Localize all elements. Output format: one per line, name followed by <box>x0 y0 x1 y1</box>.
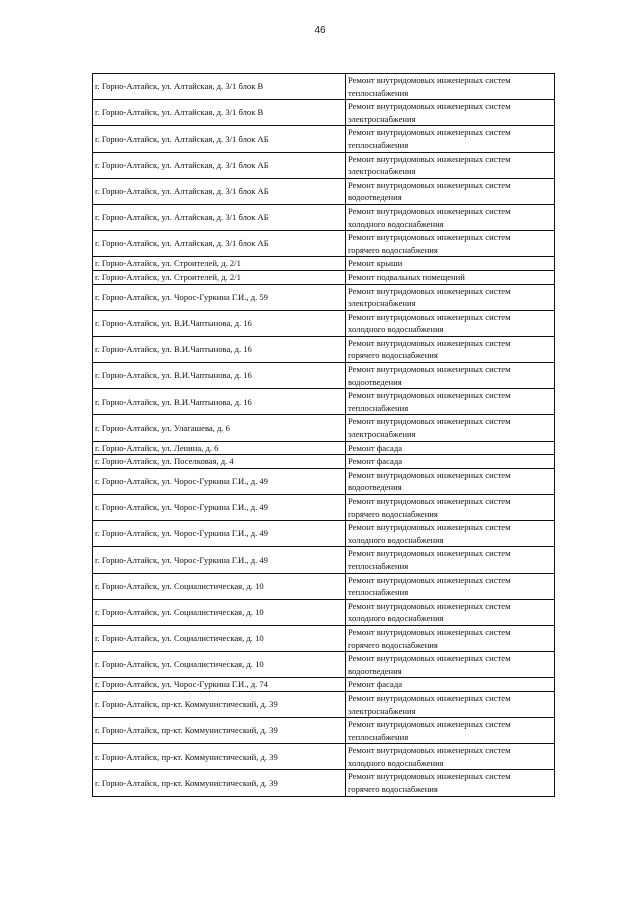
work-type-cell <box>346 415 555 441</box>
table-row <box>93 441 555 455</box>
address-cell: г. Горно-Алтайск, ул. Алтайская, д. 3/1 блок АБ <box>93 231 346 257</box>
work-type-line: Ремонт внутридомовых инженерных систем <box>348 311 511 322</box>
work-type-cell <box>346 521 555 547</box>
work-type-line: Ремонт фасада <box>348 442 403 453</box>
work-type-line: холодного водоснабжения <box>348 218 444 229</box>
table-row <box>93 363 555 389</box>
address-cell: г. Горно-Алтайск, ул. Чорос-Гуркина Г.И., д. 49 <box>93 547 346 573</box>
work-type-line: Ремонт внутридомовых инженерных систем <box>348 390 511 401</box>
work-type-line: Ремонт внутридомовых инженерных систем <box>348 548 511 559</box>
address-cell: г. Горно-Алтайск, ул. Социалистическая, д. 10 <box>93 625 346 651</box>
work-type-line: горячего водоснабжения <box>348 244 438 255</box>
table-row <box>93 204 555 230</box>
work-type-cell <box>346 652 555 678</box>
address-cell: г. Горно-Алтайск, ул. Чорос-Гуркина Г.И., д. 74 <box>93 678 346 692</box>
work-type-cell <box>346 74 555 100</box>
work-type-line: горячего водоснабжения <box>348 784 438 795</box>
work-type-line: Ремонт внутридомовых инженерных систем <box>348 771 511 782</box>
table-row <box>93 744 555 770</box>
work-type-line: Ремонт внутридомовых инженерных систем <box>348 364 511 375</box>
work-type-line: электроснабжения <box>348 298 416 309</box>
table-row <box>93 770 555 796</box>
work-type-line: Ремонт внутридомовых инженерных систем <box>348 285 511 296</box>
table-row <box>93 178 555 204</box>
work-type-cell <box>346 126 555 152</box>
work-type-line: теплоснабжения <box>348 560 409 571</box>
work-type-cell <box>346 100 555 126</box>
work-type-line: Ремонт внутридомовых инженерных систем <box>348 337 511 348</box>
address-cell: г. Горно-Алтайск, ул. Чорос-Гуркина Г.И., д. 49 <box>93 521 346 547</box>
work-type-line: теплоснабжения <box>348 87 409 98</box>
work-type-line: Ремонт фасада <box>348 679 403 690</box>
work-type-cell <box>346 363 555 389</box>
address-cell: г. Горно-Алтайск, ул. Поселковая, д. 4 <box>93 455 346 469</box>
work-type-cell <box>346 336 555 362</box>
table-row <box>93 691 555 717</box>
work-type-cell <box>346 770 555 796</box>
work-type-line: теплоснабжения <box>348 139 409 150</box>
table-row <box>93 718 555 744</box>
work-type-line: водоотведения <box>348 376 402 387</box>
address-cell: г. Горно-Алтайск, ул. Строителей, д. 2/1 <box>93 257 346 271</box>
table-row <box>93 678 555 692</box>
work-type-line: Ремонт внутридомовых инженерных систем <box>348 232 511 243</box>
work-type-cell <box>346 389 555 415</box>
table-row <box>93 468 555 494</box>
work-type-line: Ремонт фасада <box>348 456 403 467</box>
address-cell: г. Горно-Алтайск, ул. Социалистическая, д. 10 <box>93 599 346 625</box>
work-type-line: Ремонт внутридомовых инженерных систем <box>348 127 511 138</box>
work-type-cell <box>346 152 555 178</box>
work-type-line: холодного водоснабжения <box>348 534 444 545</box>
work-type-line: Ремонт внутридомовых инженерных систем <box>348 101 511 112</box>
work-type-line: Ремонт внутридомовых инженерных систем <box>348 745 511 756</box>
table-row <box>93 270 555 284</box>
work-type-cell <box>346 441 555 455</box>
address-cell: г. Горно-Алтайск, ул. Чорос-Гуркина Г.И., д. 49 <box>93 495 346 521</box>
table-row <box>93 152 555 178</box>
work-type-cell <box>346 547 555 573</box>
table-row <box>93 126 555 152</box>
work-type-line: Ремонт внутридомовых инженерных систем <box>348 692 511 703</box>
address-cell: г. Горно-Алтайск, ул. Алтайская, д. 3/1 блок В <box>93 74 346 100</box>
work-type-cell <box>346 455 555 469</box>
work-type-cell <box>346 231 555 257</box>
table-row <box>93 652 555 678</box>
work-type-cell <box>346 468 555 494</box>
work-type-line: электроснабжения <box>348 166 416 177</box>
work-type-line: Ремонт внутридомовых инженерных систем <box>348 205 511 216</box>
work-type-line: горячего водоснабжения <box>348 508 438 519</box>
address-cell: г. Горно-Алтайск, ул. В.И.Чаптынова, д. 16 <box>93 389 346 415</box>
work-type-line: холодного водоснабжения <box>348 757 444 768</box>
table-row <box>93 625 555 651</box>
work-type-line: Ремонт внутридомовых инженерных систем <box>348 75 511 85</box>
work-type-line: Ремонт внутридомовых инженерных систем <box>348 719 511 730</box>
work-type-cell <box>346 495 555 521</box>
work-type-cell <box>346 270 555 284</box>
table-row <box>93 547 555 573</box>
work-type-line: горячего водоснабжения <box>348 350 438 361</box>
work-type-cell <box>346 625 555 651</box>
work-type-cell <box>346 257 555 271</box>
page-number: 46 <box>314 25 326 36</box>
address-cell: г. Горно-Алтайск, ул. Алтайская, д. 3/1 блок АБ <box>93 178 346 204</box>
table-row <box>93 521 555 547</box>
table-row <box>93 389 555 415</box>
work-type-cell <box>346 284 555 310</box>
work-type-cell <box>346 310 555 336</box>
work-type-line: холодного водоснабжения <box>348 324 444 335</box>
work-type-cell <box>346 744 555 770</box>
table-row <box>93 310 555 336</box>
address-cell: г. Горно-Алтайск, ул. Ленина, д. 6 <box>93 441 346 455</box>
work-type-line: горячего водоснабжения <box>348 639 438 650</box>
work-type-line: водоотведения <box>348 192 402 203</box>
work-type-line: теплоснабжения <box>348 587 409 598</box>
work-type-cell <box>346 691 555 717</box>
address-cell: г. Горно-Алтайск, пр-кт. Коммунистический, д. 39 <box>93 744 346 770</box>
work-type-line: Ремонт подвальных помещений <box>348 271 465 282</box>
work-type-line: Ремонт внутридомовых инженерных систем <box>348 653 511 664</box>
work-type-line: Ремонт внутридомовых инженерных систем <box>348 522 511 533</box>
work-type-cell <box>346 599 555 625</box>
work-type-cell <box>346 678 555 692</box>
address-cell: г. Горно-Алтайск, ул. В.И.Чаптынова, д. 16 <box>93 310 346 336</box>
work-type-line: холодного водоснабжения <box>348 613 444 624</box>
work-type-cell <box>346 178 555 204</box>
address-cell: г. Горно-Алтайск, ул. Социалистическая, д. 10 <box>93 573 346 599</box>
work-type-line: Ремонт внутридомовых инженерных систем <box>348 574 511 585</box>
work-type-line: Ремонт внутридомовых инженерных систем <box>348 600 511 611</box>
work-type-cell <box>346 718 555 744</box>
table-row <box>93 573 555 599</box>
work-type-line: Ремонт внутридомовых инженерных систем <box>348 153 511 164</box>
table-row <box>93 284 555 310</box>
address-cell: г. Горно-Алтайск, ул. Алтайская, д. 3/1 блок АБ <box>93 204 346 230</box>
work-type-line: электроснабжения <box>348 429 416 440</box>
address-cell: г. Горно-Алтайск, пр-кт. Коммунистический, д. 39 <box>93 770 346 796</box>
table-row <box>93 455 555 469</box>
table-row <box>93 100 555 126</box>
work-type-line: электроснабжения <box>348 113 416 124</box>
table-row <box>93 257 555 271</box>
table-row <box>93 74 555 100</box>
address-cell: г. Горно-Алтайск, ул. Чорос-Гуркина Г.И., д. 59 <box>93 284 346 310</box>
address-cell: г. Горно-Алтайск, пр-кт. Коммунистический, д. 39 <box>93 691 346 717</box>
work-type-line: водоотведения <box>348 665 402 676</box>
table-row <box>93 231 555 257</box>
work-type-cell <box>346 573 555 599</box>
work-type-line: теплоснабжения <box>348 402 409 413</box>
table-row <box>93 336 555 362</box>
work-type-line: Ремонт внутридомовых инженерных систем <box>348 179 511 190</box>
works-table-body <box>93 74 555 797</box>
address-cell: г. Горно-Алтайск, ул. В.И.Чаптынова, д. 16 <box>93 336 346 362</box>
table-row <box>93 415 555 441</box>
address-cell: г. Горно-Алтайск, пр-кт. Коммунистический, д. 39 <box>93 718 346 744</box>
work-type-line: Ремонт внутридомовых инженерных систем <box>348 496 511 506</box>
work-type-line: Ремонт внутридомовых инженерных систем <box>348 416 511 427</box>
work-type-line: Ремонт внутридомовых инженерных систем <box>348 469 511 480</box>
address-cell: г. Горно-Алтайск, ул. Чорос-Гуркина Г.И., д. 49 <box>93 468 346 494</box>
address-cell: г. Горно-Алтайск, ул. Алтайская, д. 3/1 блок АБ <box>93 152 346 178</box>
address-cell: г. Горно-Алтайск, ул. В.И.Чаптынова, д. 16 <box>93 363 346 389</box>
address-cell: г. Горно-Алтайск, ул. Социалистическая, д. 10 <box>93 652 346 678</box>
work-type-line: электроснабжения <box>348 705 416 716</box>
work-type-cell <box>346 204 555 230</box>
table-row <box>93 495 555 521</box>
table-row <box>93 599 555 625</box>
address-cell: г. Горно-Алтайск, ул. Алтайская, д. 3/1 блок АБ <box>93 126 346 152</box>
work-type-line: Ремонт крыши <box>348 258 403 269</box>
address-cell: г. Горно-Алтайск, ул. Строителей, д. 2/1 <box>93 270 346 284</box>
address-cell: г. Горно-Алтайск, ул. Алтайская, д. 3/1 блок В <box>93 100 346 126</box>
work-type-line: водоотведения <box>348 482 402 493</box>
address-cell: г. Горно-Алтайск, ул. Улагашева, д. 6 <box>93 415 346 441</box>
work-type-line: Ремонт внутридомовых инженерных систем <box>348 626 511 637</box>
works-table <box>92 73 555 797</box>
work-type-line: теплоснабжения <box>348 731 409 742</box>
